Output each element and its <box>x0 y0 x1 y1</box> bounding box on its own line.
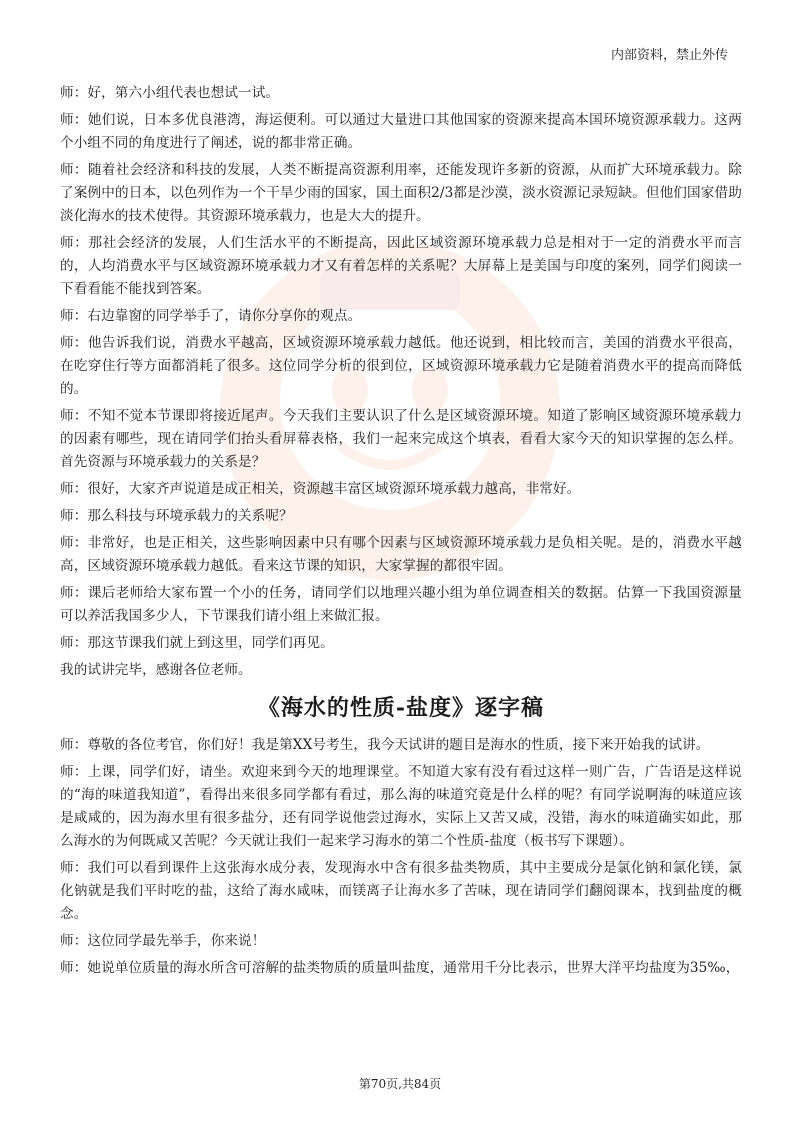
paragraph: 师：很好，大家齐声说道是成正相关，资源越丰富区域资源环境承载力越高，非常好。 <box>60 481 581 497</box>
paragraph: 师：不知不觉本节课即将接近尾声。今天我们主要认识了什么是区域资源环境。知道了影响区域资源环境承载力的因素有哪些，现在请同学们抬头看屏幕表格，我们一起来完成这个填表，看看大家今天的知识掌握的怎么样。首先资源与环境承载力的关系是？ <box>60 408 742 470</box>
paragraph: 师：她说单位质量的海水所含可溶解的盐类物质的质量叫盐度，通常用千分比表示，世界大洋平均盐度为35‰， <box>60 960 740 976</box>
paragraph: 师：非常好，也是正相关，这些影响因素中只有哪个因素与区域资源环境承载力是负相关呢。是的，消费水平越高，区域资源环境承载力越低。看来这节课的知识，大家掌握的都很牢固。 <box>60 535 742 574</box>
page-number: 第70页,共84页 <box>358 1077 442 1091</box>
document-body <box>60 82 742 984</box>
paragraph: 师：尊敬的各位考官，你们好！我是第XX号考生，我今天试讲的题目是海水的性质，接下来开始我的试讲。 <box>60 737 710 753</box>
paragraph: 师：他告诉我们说，消费水平越高，区域资源环境承载力越低。他还说到，相比较而言，美国的消费水平很高，在吃穿住行等方面都消耗了很多。这位同学分析的很到位，区域资源环境承载力它是随着消费水平的提高而降低的。 <box>60 335 742 397</box>
paragraph: 师：那这节课我们就上到这里，同学们再见。 <box>60 635 334 651</box>
paragraph: 师：好，第六小组代表也想试一试。 <box>60 85 280 101</box>
paragraph: 师：那么科技与环境承载力的关系呢？ <box>60 508 293 524</box>
section-title: 《海水的性质-盐度》逐字稿 <box>257 695 545 721</box>
paragraph: 师：这位同学最先举手，你来说！ <box>60 933 266 949</box>
confidential-note: 内部资料，禁止外传 <box>610 48 728 63</box>
paragraph: 师：那社会经济的发展，人们生活水平的不断提高，因此区域资源环境承载力总是相对于一定的消费水平而言的，人均消费水平与区域资源环境承载力才又有着怎样的关系呢？大屏幕上是美国与印度的案列，同学们阅读一下看看能不能找到答案。 <box>60 235 742 297</box>
paragraph: 我的试讲完毕，感谢各位老师。 <box>60 662 252 678</box>
paragraph: 师：她们说，日本多优良港湾，海运便利。可以通过大量进口其他国家的资源来提高本国环境资源承载力。这两个小组不同的角度进行了阐述，说的都非常正确。 <box>60 112 742 151</box>
paragraph: 师：课后老师给大家布置一个小的任务，请同学们以地理兴趣小组为单位调查相关的数据。估算一下我国资源量可以养活我国多少人，下节课我们请小组上来做汇报。 <box>60 585 742 624</box>
paragraph: 师：我们可以看到课件上这张海水成分表，发现海水中含有很多盐类物质，其中主要成分是氯化钠和氯化镁，氯化钠就是我们平时吃的盐，这给了海水咸味，而镁离子让海水多了苦味，现在请同学们翻阅课本，找到盐度的概念。 <box>60 860 742 922</box>
paragraph: 师：右边靠窗的同学举手了，请你分享你的观点。 <box>60 308 362 324</box>
paragraph: 师：上课，同学们好，请坐。欢迎来到今天的地理课堂。不知道大家有没有看过这样一则广告，广告语是这样说的“海的味道我知道”，看得出来很多同学都有看过，那么海的味道究竟是什么样的呢？有同学说啊海的味道应该是咸咸的，因为海水里有很多盐分，还有同学说他尝过海水，实际上又苦又咸，没错，海水的味道确实如此，那么海水的为何既咸又苦呢？今天就让我们一起来学习海水的第二个性质-盐度（板书写下课题）。 <box>60 764 742 849</box>
paragraph: 师：随着社会经济和科技的发展，人类不断提高资源利用率，还能发现许多新的资源，从而扩大环境承载力。除了案例中的日本，以色列作为一个干旱少雨的国家，国土面积2/3都是沙漠，淡水资源记录短缺。但他们国家借助淡化海水的技术使得。其资源环境承载力，也是大大的提升。 <box>60 162 742 224</box>
